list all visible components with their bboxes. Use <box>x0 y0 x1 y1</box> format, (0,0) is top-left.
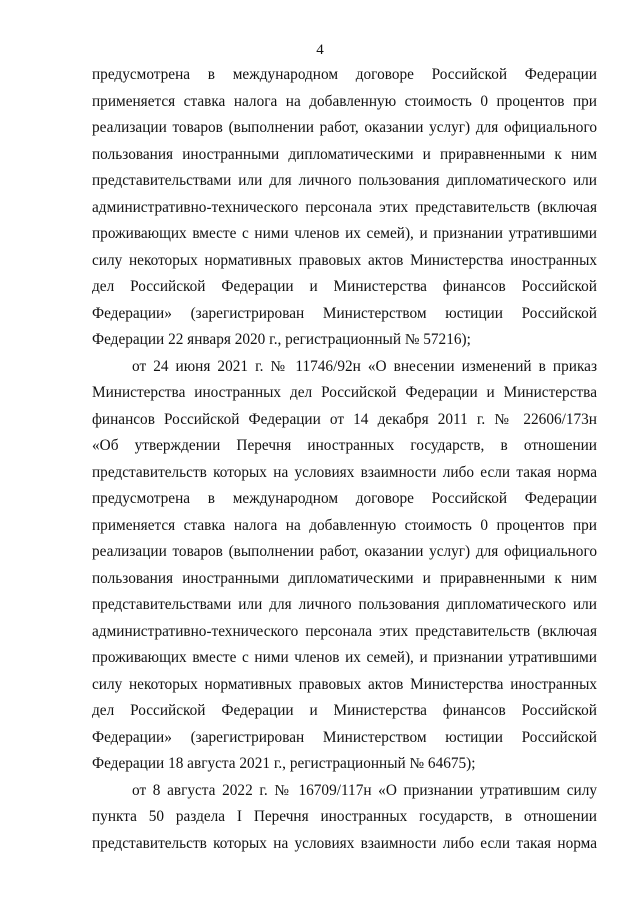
text-line: «Об утверждении Перечня иностранных государств, в отношении <box>92 437 597 454</box>
text-line: Федерации 22 января 2020 г., регистрационный № 57216); <box>92 331 471 348</box>
text-line: административно-технического персонала этих представительств (включая <box>92 198 597 216</box>
text-line: административно-технического персонала этих представительств (включая <box>92 622 597 640</box>
text-line: дел Российской Федерации и Министерства финансов Российской <box>92 702 597 719</box>
text-line: силу некоторых нормативных правовых актов Министерства иностранных <box>92 251 597 269</box>
text-line: представительств которых на условиях взаимности либо если такая норма <box>92 463 597 481</box>
page-number: 4 <box>316 42 324 58</box>
text-line: реализации товаров (выполнении работ, оказании услуг) для официального <box>92 543 597 560</box>
text-line: реализации товаров (выполнении работ, оказании услуг) для официального <box>92 119 597 136</box>
text-line: Министерства иностранных дел Российской Федерации и Министерства <box>92 384 597 401</box>
text-line: пользования иностранными дипломатическими и приравненными к ним <box>92 569 597 587</box>
text-line: проживающих вместе с ними членов их семей), и признании утратившими <box>92 649 597 666</box>
text-line: применяется ставка налога на добавленную стоимость 0 процентов при <box>92 516 597 534</box>
text-line: представительств которых на условиях взаимности либо если такая норма <box>92 834 597 852</box>
paragraph-first-line: от 8 августа 2022 г. № 16709/117н «О признании утратившим силу <box>132 781 597 799</box>
text-line: Федерации» (зарегистрирован Министерством юстиции Российской <box>92 728 597 746</box>
text-line: представительствами или для личного пользования дипломатического или <box>92 172 597 189</box>
text-line: проживающих вместе с ними членов их семей), и признании утратившими <box>92 225 597 242</box>
text-line: предусмотрена в международном договоре Российской Федерации <box>92 66 597 83</box>
text-line: финансов Российской Федерации от 14 декабря 2011 г. № 22606/173н <box>92 410 597 428</box>
text-line: предусмотрена в международном договоре Российской Федерации <box>92 490 597 507</box>
text-line: силу некоторых нормативных правовых актов Министерства иностранных <box>92 675 597 693</box>
paragraph-first-line: от 24 июня 2021 г. № 11746/92н «О внесении изменений в приказ <box>132 357 597 375</box>
text-line: пользования иностранными дипломатическими и приравненными к ним <box>92 145 597 163</box>
text-line: применяется ставка налога на добавленную стоимость 0 процентов при <box>92 92 597 110</box>
text-line: Федерации» (зарегистрирован Министерством юстиции Российской <box>92 304 597 322</box>
text-line: дел Российской Федерации и Министерства финансов Российской <box>92 278 597 295</box>
text-line: пункта 50 раздела I Перечня иностранных государств, в отношении <box>92 808 597 825</box>
text-line: Федерации 18 августа 2021 г., регистрационный № 64675); <box>92 755 476 772</box>
text-line: представительствами или для личного пользования дипломатического или <box>92 596 597 613</box>
document-body <box>92 62 597 857</box>
